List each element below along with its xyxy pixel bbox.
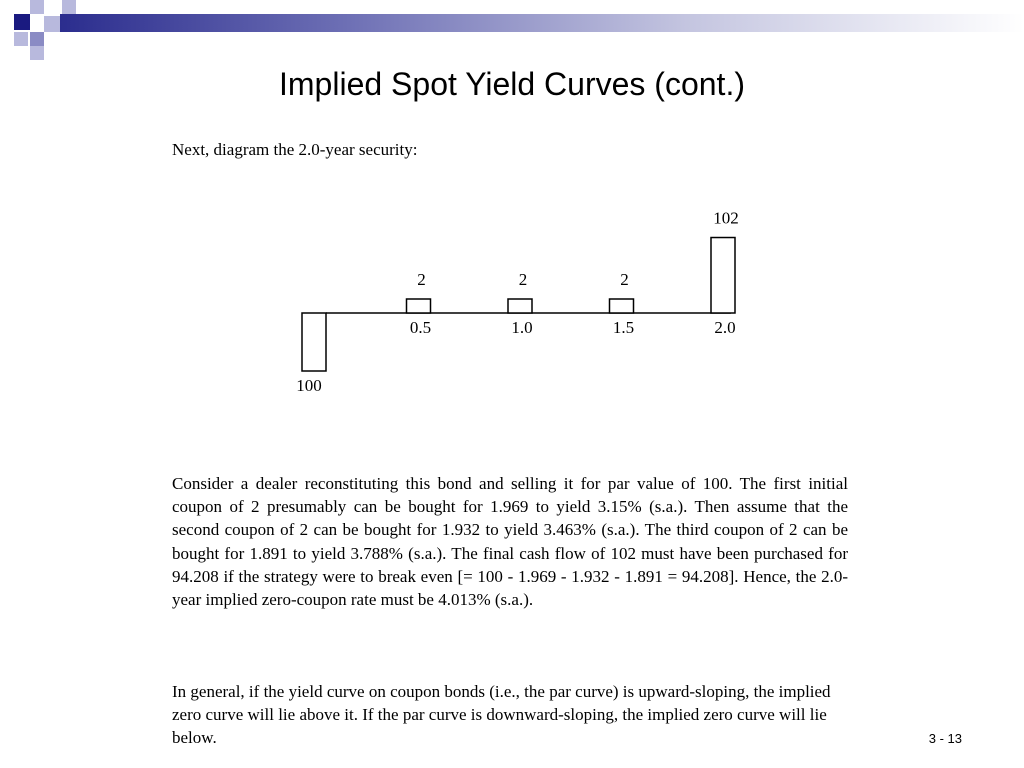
- time-label: 1.0: [511, 318, 533, 337]
- inflow-amount-label: 102: [713, 208, 739, 228]
- outflow-bar: [302, 313, 326, 371]
- explanation-paragraph: Consider a dealer reconstituting this bond and selling it for par value of 100. The first initial coupon of 2 presumably can be bought for 1.969 to yield 3.15% (s.a.). Then assume that the second coupon of 2 can be bought for 1.932 to yield 3.463% (s.a.). The third coupon of 2 can be bought for 1.891 to yield 3.788% (s.a.). The final cash flow of 102 must have been purchased for 94.208 if the strategy were to break even [= 100 - 1.969 - 1.932 - 1.891 = 94.208]. Hence, the 2.0-year implied zero-coupon rate must be 4.013% (s.a.).: [172, 474, 848, 610]
- outflow-label: 100: [296, 376, 322, 395]
- inflow-bar: [610, 299, 634, 313]
- time-label: 1.5: [612, 318, 635, 337]
- inflow-bar: [407, 299, 431, 313]
- intro-text: Next, diagram the 2.0-year security:: [172, 140, 418, 159]
- inflow-bar: [711, 238, 735, 313]
- summary-paragraph: In general, if the yield curve on coupon bonds (i.e., the par curve) is upward-sloping, the implied zero curve will lie above it. If the par curve is downward-sloping, the implied zero curve will lie below.: [172, 682, 831, 748]
- inflow-amount-label: 2: [417, 270, 426, 289]
- inflow-bar: [508, 299, 532, 313]
- slide-title: Implied Spot Yield Curves (cont.): [279, 66, 745, 102]
- cash-flow-bars: [296, 209, 739, 395]
- time-label: 2.0: [714, 318, 736, 337]
- slide-number: 3 - 13: [928, 731, 962, 746]
- inflow-amount-label: 2: [620, 270, 629, 289]
- inflow-amount-label: 2: [518, 270, 528, 289]
- time-label: 0.5: [409, 318, 432, 337]
